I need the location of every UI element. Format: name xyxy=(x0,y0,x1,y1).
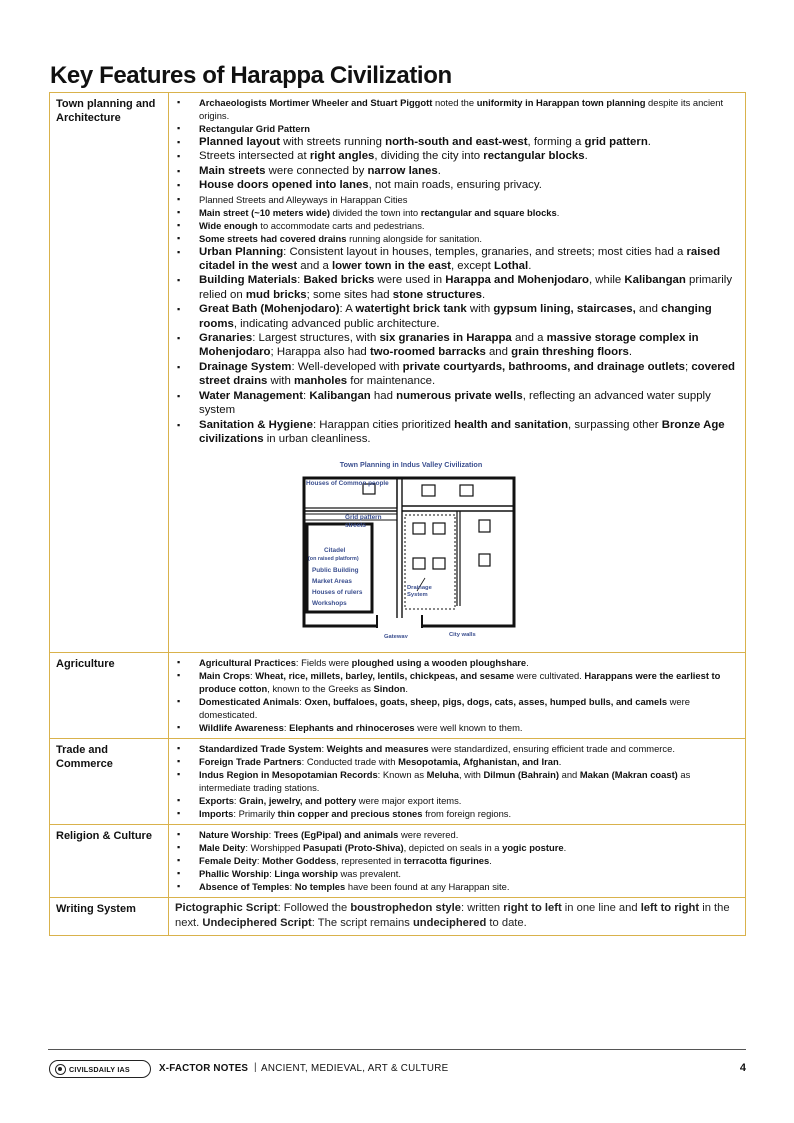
emphasis-text: mud bricks xyxy=(245,288,307,301)
table-row xyxy=(50,739,746,825)
body-text: , except xyxy=(450,260,495,273)
brand-logo xyxy=(49,1060,151,1078)
body-text: ; xyxy=(684,360,692,373)
emphasis-text: Main Crops xyxy=(199,670,251,682)
footer-separator: | xyxy=(254,1062,257,1073)
emphasis-text: Mother Goddess xyxy=(262,855,337,867)
body-text: : Worshipped xyxy=(245,842,304,854)
body-text: and xyxy=(559,769,580,781)
emphasis-text: covered street drains xyxy=(199,360,736,388)
body-text: running alongside for sanitation. xyxy=(346,232,482,244)
body-text: Planned Streets and Alleyways in Harappan Cities xyxy=(199,193,408,205)
emphasis-text: Pasupati (Proto-Shiva) xyxy=(303,842,404,854)
house xyxy=(422,485,435,496)
body-text: : Well-developed with xyxy=(291,360,403,373)
label-citadel-sub: (on raised platform) xyxy=(308,556,359,563)
bullet-point xyxy=(175,206,737,219)
body-text: were connected by xyxy=(265,164,368,177)
emphasis-text: grain threshing floors xyxy=(511,346,629,359)
body-text: : xyxy=(283,722,290,734)
emphasis-text: six granaries in Harappa xyxy=(379,332,512,345)
body-text: : Largest structures, with xyxy=(252,332,380,345)
emphasis-text: Pictographic Script xyxy=(175,902,278,915)
emphasis-text: stone structures xyxy=(392,288,483,301)
emphasis-text: Sanitation & Hygiene xyxy=(199,418,313,431)
emphasis-text: Archaeologists Mortimer Wheeler and Stuart Piggott xyxy=(199,97,433,108)
body-text: ; Harappa also had xyxy=(270,346,370,359)
body-text: and xyxy=(485,346,512,359)
body-text: : xyxy=(289,881,295,893)
body-text: : Fields were xyxy=(295,657,352,669)
emphasis-text: gypsum lining, staircases, xyxy=(493,303,636,316)
body-text: : xyxy=(233,795,240,807)
label-citadel-item: Workshops xyxy=(312,600,347,608)
emphasis-text: Female Deity xyxy=(199,855,257,867)
body-text: ; some sites had xyxy=(306,288,393,301)
body-text: , known to the Greeks as xyxy=(267,683,374,695)
emphasis-text: Makan (Makran coast) xyxy=(579,769,678,781)
label-citadel-item: Houses of rulers xyxy=(312,589,363,597)
emphasis-text: Building Materials xyxy=(199,274,298,287)
features-table xyxy=(49,92,746,936)
emphasis-text: private courtyards, bathrooms, and drainage outlets xyxy=(402,360,685,373)
body-text: from foreign regions. xyxy=(422,808,512,820)
bullet-point xyxy=(175,331,737,360)
emphasis-text: No temples xyxy=(294,881,346,893)
town-plan-figure xyxy=(299,458,524,638)
label-walls: City walls xyxy=(449,632,476,639)
emphasis-text: narrow lanes xyxy=(367,164,438,177)
figure-title: Town Planning in Indus Valley Civilization xyxy=(339,460,483,470)
bullet-point xyxy=(175,389,737,418)
body-text: . xyxy=(558,756,562,768)
body-text: noted the xyxy=(432,97,477,108)
emphasis-text: Dilmun (Bahrain) xyxy=(483,769,559,781)
bullet-point xyxy=(175,880,737,893)
emphasis-text: Absence of Temples xyxy=(199,881,290,893)
emphasis-text: Granaries xyxy=(199,332,253,345)
body-text: . xyxy=(528,260,532,273)
series-title: X-FACTOR NOTES xyxy=(159,1063,249,1074)
body-text: , while xyxy=(588,274,625,287)
emphasis-text: Oxen, buffaloes, goats, sheep, pigs, dogs, cats, asses, humped bulls, and camels xyxy=(304,696,668,708)
body-text: despite its ancient origins. xyxy=(199,97,724,121)
emphasis-text: two-roomed barracks xyxy=(369,346,486,359)
emphasis-text: Elephants and rhinoceroses xyxy=(289,722,415,734)
body-text: were domesticated. xyxy=(199,696,690,721)
house xyxy=(413,558,425,569)
emphasis-text: ploughed using a wooden ploughshare xyxy=(351,657,527,669)
emphasis-text: Rectangular Grid Pattern xyxy=(199,123,310,134)
emphasis-text: Domesticated Animals xyxy=(199,696,300,708)
bullet-point xyxy=(175,219,737,232)
emphasis-text: north-south and east-west xyxy=(385,136,528,148)
emphasis-text: Baked bricks xyxy=(303,274,375,287)
emphasis-text: lower town in the east xyxy=(331,260,451,273)
emphasis-text: Meluha xyxy=(426,769,459,781)
bullet-point xyxy=(175,178,737,192)
bullet-point xyxy=(175,755,737,768)
bullet-point xyxy=(175,669,737,695)
detail-cell xyxy=(169,898,746,935)
body-text: : xyxy=(303,389,310,402)
house xyxy=(479,520,490,532)
logo-icon xyxy=(55,1064,66,1075)
label-citadel-item: Market Areas xyxy=(312,578,352,586)
emphasis-text: Kalibangan xyxy=(309,389,371,402)
body-text: with xyxy=(267,375,294,388)
body-text: were well known to them. xyxy=(414,722,523,734)
body-text: . xyxy=(437,164,441,177)
body-text: : Followed the xyxy=(277,902,351,915)
writing-paragraph xyxy=(175,901,737,930)
emphasis-text: Some streets had covered drains xyxy=(199,232,347,244)
emphasis-text: Sindon xyxy=(373,683,406,695)
body-text: and a xyxy=(297,260,332,273)
body-text: : A xyxy=(339,303,356,316)
bullet-point xyxy=(175,418,737,447)
emphasis-text: left to right xyxy=(640,902,700,915)
bullet-point xyxy=(175,193,737,206)
body-text: : xyxy=(269,868,275,880)
emphasis-text: Harappans were the earliest to produce cotton xyxy=(199,670,721,695)
body-text: in the next. xyxy=(175,902,730,929)
emphasis-text: raised citadel in the west xyxy=(199,245,721,273)
emphasis-text: thin copper and precious stones xyxy=(277,808,423,820)
logo-text: CIVILSDAILY IAS xyxy=(69,1064,130,1074)
table-row xyxy=(50,825,746,898)
bullet-point xyxy=(175,867,737,880)
gateway-gap xyxy=(377,622,422,630)
body-text: , not main roads, ensuring privacy. xyxy=(368,179,542,192)
bullet-point xyxy=(175,96,737,122)
body-text: . xyxy=(647,136,651,148)
table-row xyxy=(50,898,746,935)
emphasis-text: rectangular blocks xyxy=(483,150,585,163)
bullet-point xyxy=(175,232,737,245)
body-text: in urban cleanliness. xyxy=(263,432,371,445)
body-text: : xyxy=(297,274,304,287)
body-text: . xyxy=(584,150,588,163)
body-text: , represented in xyxy=(336,855,404,867)
emphasis-text: terracotta figurines xyxy=(403,855,490,867)
emphasis-text: numerous private wells xyxy=(396,389,523,402)
house xyxy=(433,523,445,534)
emphasis-text: massive storage complex in Mohenjodaro xyxy=(199,332,699,359)
emphasis-text: grid pattern xyxy=(584,136,648,148)
detail-cell xyxy=(169,739,746,825)
emphasis-text: Grain, jewelry, and pottery xyxy=(239,795,357,807)
page-title: Key Features of Harappa Civilization xyxy=(50,62,452,89)
emphasis-text: uniformity in Harappan town planning xyxy=(476,97,646,108)
bullet-point xyxy=(175,656,737,669)
body-text: as intermediate trading stations. xyxy=(199,769,691,794)
bullet-point xyxy=(175,164,737,178)
label-grid: streets xyxy=(345,522,366,530)
body-text: . xyxy=(489,855,492,867)
table-row xyxy=(50,93,746,653)
detail-cell xyxy=(169,653,746,739)
body-text: : The script remains xyxy=(311,916,413,929)
body-text: : Consistent layout in houses, temples, granaries, and streets; most cities had a xyxy=(283,245,687,258)
bullet-point xyxy=(175,828,737,841)
body-text: , dividing the city into xyxy=(374,150,484,163)
body-text: primarily relied on xyxy=(199,274,733,301)
emphasis-text: Great Bath (Mohenjodaro) xyxy=(199,303,340,316)
body-text: to accommodate carts and pedestrians. xyxy=(257,219,425,231)
label-grid: Grid pattern xyxy=(345,514,382,522)
body-text: . xyxy=(405,683,408,695)
bullet-list xyxy=(175,656,737,734)
footer xyxy=(49,1060,746,1078)
topic-cell: Trade and Commerce xyxy=(50,739,169,825)
detail-cell xyxy=(169,825,746,898)
body-text: in one line and xyxy=(561,902,641,915)
emphasis-text: House doors opened into lanes xyxy=(199,179,369,192)
body-text: were standardized, ensuring efficient trade and commerce. xyxy=(428,743,675,755)
body-text: . xyxy=(556,206,560,218)
emphasis-text: changing rooms xyxy=(199,303,712,330)
town-plan-diagram xyxy=(299,458,524,638)
emphasis-text: Nature Worship xyxy=(199,829,269,841)
body-text: had xyxy=(370,389,397,402)
body-text: , surpassing other xyxy=(568,418,662,431)
body-text: , with xyxy=(458,769,484,781)
page-number: 4 xyxy=(739,1062,746,1074)
body-text: . xyxy=(482,288,486,301)
emphasis-text: Trees (EgPipal) and animals xyxy=(273,829,399,841)
body-text: divided the town into xyxy=(330,206,421,218)
body-text: : Conducted trade with xyxy=(301,756,399,768)
body-text: : Harappan cities prioritized xyxy=(312,418,455,431)
body-text: : written xyxy=(460,902,504,915)
body-text: was prevalent. xyxy=(337,868,401,880)
emphasis-text: Water Management xyxy=(199,389,304,402)
bullet-point xyxy=(175,360,737,389)
body-text: to date. xyxy=(486,916,527,929)
body-text: and a xyxy=(511,332,547,345)
footer-divider xyxy=(48,1049,746,1050)
emphasis-text: Indus Region in Mesopotamian Records xyxy=(199,769,378,781)
detail-cell xyxy=(169,93,746,653)
bullet-point xyxy=(175,245,737,274)
bullet-point xyxy=(175,149,737,163)
bullet-point xyxy=(175,122,737,135)
emphasis-text: Wide enough xyxy=(199,219,258,231)
body-text: : xyxy=(299,696,305,708)
topic-cell: Town planning and Architecture xyxy=(50,93,169,653)
topic-cell: Agriculture xyxy=(50,653,169,739)
emphasis-text: Linga worship xyxy=(274,868,338,880)
body-text: were revered. xyxy=(398,829,459,841)
topic-cell: Writing System xyxy=(50,898,169,935)
emphasis-text: Weights and measures xyxy=(326,743,429,755)
body-text: have been found at any Harappan site. xyxy=(345,881,510,893)
table-row xyxy=(50,653,746,739)
emphasis-text: Undeciphered Script xyxy=(202,916,312,929)
bullet-point xyxy=(175,135,737,149)
body-text: and xyxy=(635,303,662,316)
body-text: : xyxy=(250,670,256,682)
bullet-point xyxy=(175,854,737,867)
body-text: for maintenance. xyxy=(347,375,436,388)
body-text: : Known as xyxy=(377,769,427,781)
body-text: , depicted on seals in a xyxy=(403,842,503,854)
bullet-list xyxy=(175,742,737,820)
emphasis-text: Main streets xyxy=(199,164,266,177)
emphasis-text: Standardized Trade System xyxy=(199,743,322,755)
emphasis-text: Urban Planning xyxy=(199,245,284,258)
emphasis-text: Wildlife Awareness xyxy=(199,722,284,734)
body-text: : xyxy=(268,829,274,841)
emphasis-text: watertight brick tank xyxy=(355,303,467,316)
bullet-point xyxy=(175,695,737,721)
topic-cell: Religion & Culture xyxy=(50,825,169,898)
bullet-list xyxy=(175,828,737,893)
bullet-point xyxy=(175,841,737,854)
body-text: , indicating advanced public architecture. xyxy=(233,317,440,330)
body-text: : Primarily xyxy=(233,808,278,820)
emphasis-text: Planned layout xyxy=(199,136,281,148)
body-text: , forming a xyxy=(527,136,585,148)
body-text: with streets running xyxy=(280,136,386,148)
house xyxy=(479,554,490,566)
emphasis-text: manholes xyxy=(293,375,348,388)
label-drainage: System xyxy=(407,592,428,599)
emphasis-text: Main street (~10 meters wide) xyxy=(199,206,331,218)
emphasis-text: right angles xyxy=(309,150,375,163)
bullet-point xyxy=(175,273,737,302)
emphasis-text: Bronze Age civilizations xyxy=(199,418,725,445)
body-text: : xyxy=(321,743,327,755)
emphasis-text: Agricultural Practices xyxy=(199,657,296,669)
emphasis-text: yogic posture xyxy=(502,842,564,854)
emphasis-text: right to left xyxy=(503,902,562,915)
house xyxy=(413,523,425,534)
label-houses: Houses of Common people xyxy=(306,480,389,488)
body-text: were cultivated. xyxy=(514,670,585,682)
body-text: , reflecting an advanced water supply system xyxy=(199,389,711,417)
emphasis-text: Mesopotamia, Afghanistan, and Iran xyxy=(398,756,559,768)
label-citadel-item: Public Building xyxy=(312,567,359,575)
body-text: . xyxy=(563,842,567,854)
body-text: with xyxy=(466,303,494,316)
body-text: . xyxy=(628,346,633,359)
bullet-point xyxy=(175,302,737,331)
emphasis-text: health and sanitation xyxy=(454,418,569,431)
subject-title: ANCIENT, MEDIEVAL, ART & CULTURE xyxy=(261,1063,449,1074)
bullet-point xyxy=(175,742,737,755)
emphasis-text: Phallic Worship xyxy=(199,868,270,880)
emphasis-text: Lothal xyxy=(494,260,529,273)
bullet-point xyxy=(175,768,737,794)
emphasis-text: boustrophedon style xyxy=(350,902,461,915)
bullet-point xyxy=(175,721,737,734)
emphasis-text: rectangular and square blocks xyxy=(420,206,557,218)
bullet-point xyxy=(175,794,737,807)
emphasis-text: Drainage System xyxy=(199,360,292,373)
label-drainage: Drainage xyxy=(407,585,432,592)
emphasis-text: Imports xyxy=(199,808,234,820)
house xyxy=(460,485,473,496)
body-text: were major export items. xyxy=(356,795,462,807)
house xyxy=(433,558,445,569)
body-text: . xyxy=(526,657,529,669)
body-text: Streets intersected at xyxy=(199,150,310,163)
emphasis-text: Foreign Trade Partners xyxy=(199,756,302,768)
body-text: : xyxy=(256,855,263,867)
label-gateway: Gateway xyxy=(384,634,408,639)
bullet-list xyxy=(175,96,737,446)
emphasis-text: Kalibangan xyxy=(624,274,686,287)
label-citadel: Citadel xyxy=(324,547,346,555)
emphasis-text: Male Deity xyxy=(199,842,246,854)
body-text: were used in xyxy=(374,274,446,287)
emphasis-text: Harappa and Mohenjodaro xyxy=(445,274,589,287)
emphasis-text: Exports xyxy=(199,795,234,807)
emphasis-text: undeciphered xyxy=(412,916,487,929)
emphasis-text: Wheat, rice, millets, barley, lentils, chickpeas, and sesame xyxy=(255,670,515,682)
bullet-point xyxy=(175,807,737,820)
